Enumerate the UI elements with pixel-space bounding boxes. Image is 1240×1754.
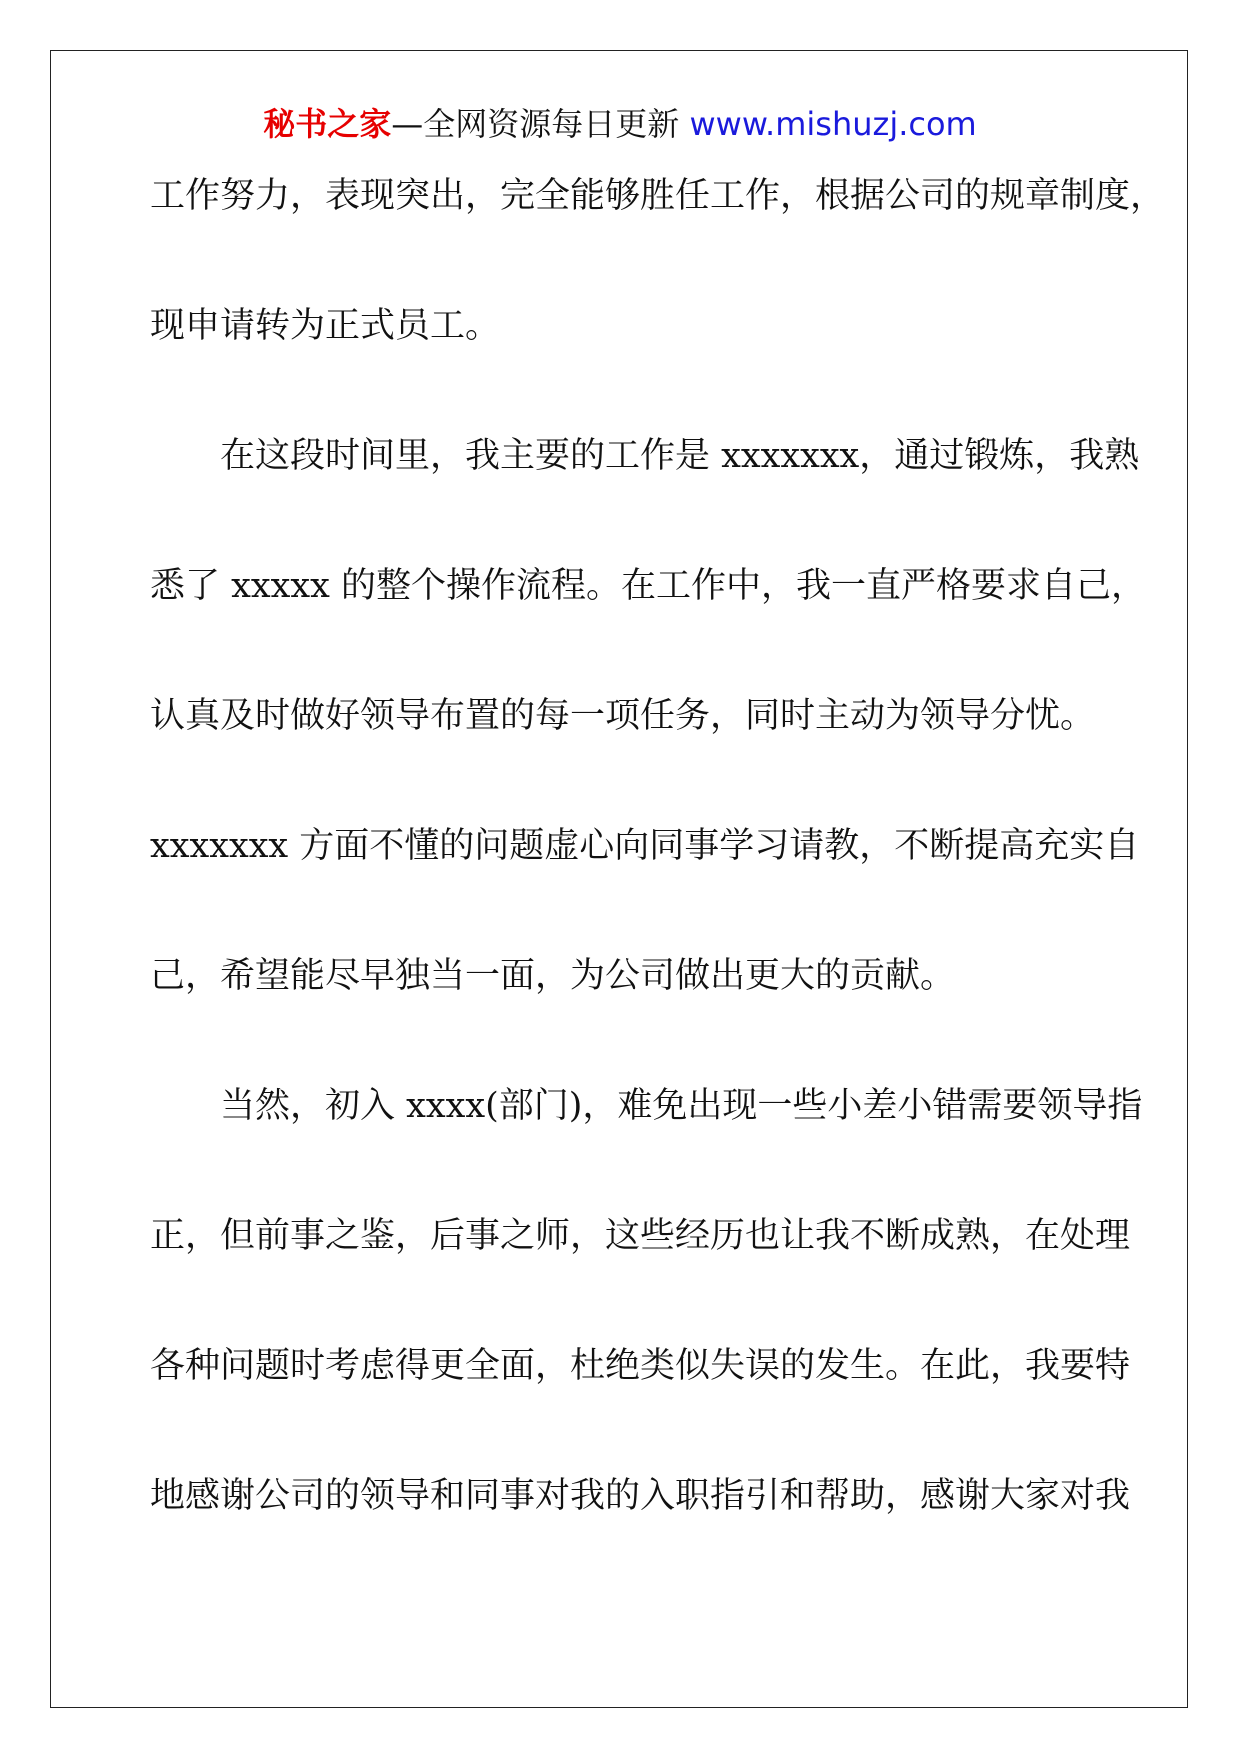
brand-name: 秘书之家 (263, 105, 392, 143)
site-header (0, 100, 1240, 148)
paragraph-line: xxxxxxx 方面不懂的问题虚心向同事学习请教，不断提高充实自 (150, 826, 1140, 866)
site-url-link[interactable]: www.mishuzj.com (689, 105, 977, 143)
paragraph-line: 正，但前事之鉴，后事之师，这些经历也让我不断成熟，在处理 (150, 1216, 1131, 1256)
document-body (150, 168, 1166, 1598)
paragraph-line: 地感谢公司的领导和同事对我的入职指引和帮助，感谢大家对我 (150, 1476, 1131, 1516)
paragraph-line: 认真及时做好领导布置的每一项任务，同时主动为领导分忧。 (150, 696, 1096, 736)
paragraph-line: 在这段时间里，我主要的工作是 xxxxxxx，通过锻炼，我熟 (220, 436, 1140, 476)
paragraph-line: 各种问题时考虑得更全面，杜绝类似失误的发生。在此，我要特 (150, 1346, 1131, 1386)
header-tagline: —全网资源每日更新 (391, 105, 680, 143)
paragraph-line: 当然，初入 xxxx(部门)，难免出现一些小差小错需要领导指 (220, 1086, 1143, 1126)
paragraph-line: 工作努力，表现突出，完全能够胜任工作，根据公司的规章制度， (150, 176, 1166, 216)
paragraph-line: 现申请转为正式员工。 (150, 306, 501, 346)
paragraph-line: 悉了 xxxxx 的整个操作流程。在工作中，我一直严格要求自己， (150, 566, 1146, 606)
paragraph-line: 己，希望能尽早独当一面，为公司做出更大的贡献。 (150, 956, 956, 996)
